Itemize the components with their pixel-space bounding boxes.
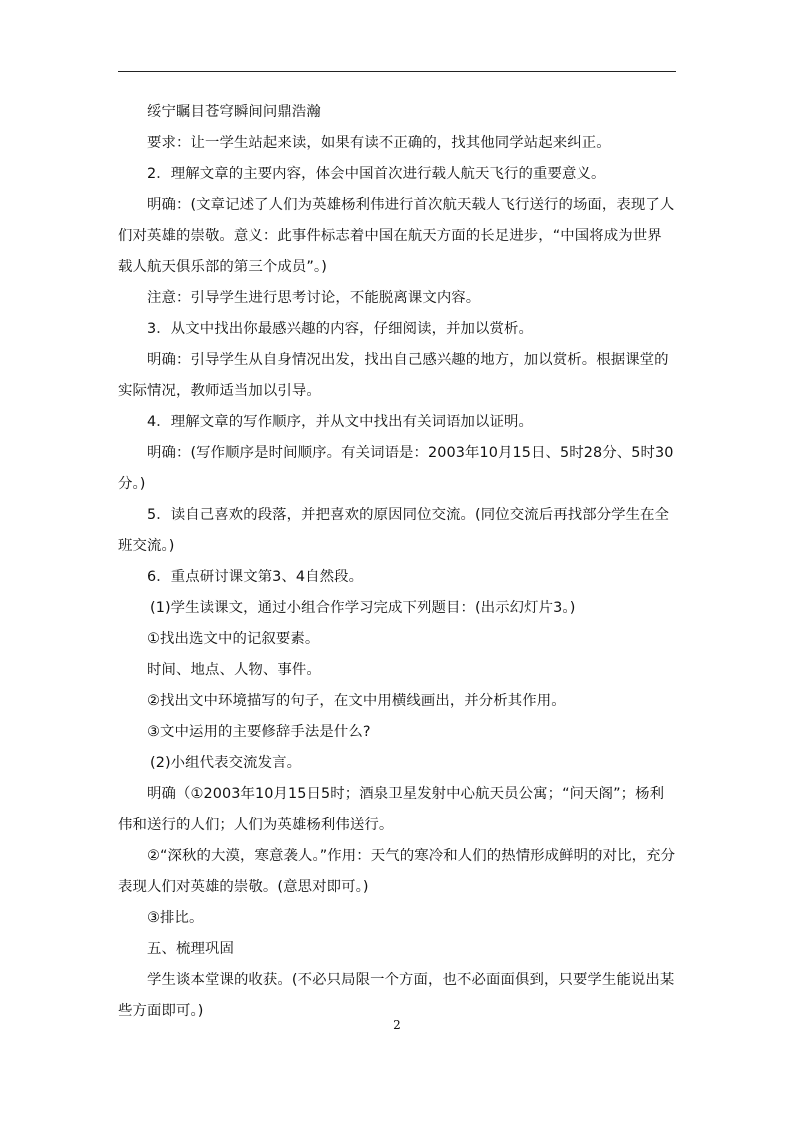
paragraph: ①找出选文中的记叙要素。 (147, 631, 320, 647)
document-body (118, 97, 676, 1027)
paragraph: 3．从文中找出你最感兴趣的内容，仔细阅读，并加以赏析。 (147, 321, 534, 337)
paragraph: ②“深秋的大漠，寒意袭人。”作用：天气的寒冷和人们的热情形成鲜明的对比，充分表现人们对英雄的崇敬。(意思对即可。) (118, 848, 676, 895)
paragraph: (1)学生读课文，通过小组合作学习完成下列题目：(出示幻灯片3。) (150, 600, 576, 616)
paragraph: 明确：(文章记述了人们为英雄杨利伟进行首次航天载人飞行送行的场面，表现了人们对英雄的崇敬。意义：此事件标志着中国在航天方面的长足进步，“中国将成为世界载人航天俱乐部的第三个成员”。) (118, 197, 675, 275)
paragraph: 五、梳理巩固 (147, 941, 234, 957)
paragraph: ③排比。 (147, 910, 204, 926)
header-rule (118, 71, 676, 72)
paragraph: 5．读自己喜欢的段落，并把喜欢的原因同位交流。(同位交流后再找部分学生在全班交流。) (118, 507, 670, 554)
paragraph: 明确（①2003年10月15日5时；酒泉卫星发射中心航天员公寓；“问天阁”；杨利伟和送行的人们；人们为英雄杨利伟送行。 (118, 786, 665, 833)
paragraph: (2)小组代表交流发言。 (150, 755, 302, 771)
paragraph: 明确：(写作顺序是时间顺序。有关词语是：2003年10月15日、5时28分、5时30分。) (118, 445, 674, 492)
paragraph: 学生谈本堂课的收获。(不必只局限一个方面，也不必面面俱到，只要学生能说出某些方面即可。) (118, 972, 675, 1019)
paragraph: 注意：引导学生进行思考讨论，不能脱离课文内容。 (147, 290, 481, 306)
paragraph: 4．理解文章的写作顺序，并从文中找出有关词语加以证明。 (147, 414, 534, 430)
paragraph: 时间、地点、人物、事件。 (147, 662, 321, 678)
paragraph: 6．重点研讨课文第3、4自然段。 (147, 569, 364, 585)
paragraph: 绥宁瞩目苍穹瞬间问鼎浩瀚 (147, 104, 321, 120)
page-number: 2 (393, 1018, 401, 1032)
paragraph: 要求：让一学生站起来读，如果有读不正确的，找其他同学站起来纠正。 (147, 135, 611, 151)
paragraph: ③文中运用的主要修辞手法是什么? (147, 724, 371, 740)
paragraph: ②找出文中环境描写的句子，在文中用横线画出，并分析其作用。 (147, 693, 566, 709)
paragraph: 2．理解文章的主要内容，体会中国首次进行载人航天飞行的重要意义。 (147, 166, 606, 182)
paragraph: 明确：引导学生从自身情况出发，找出自己感兴趣的地方，加以赏析。根据课堂的实际情况，教师适当加以引导。 (118, 352, 669, 399)
